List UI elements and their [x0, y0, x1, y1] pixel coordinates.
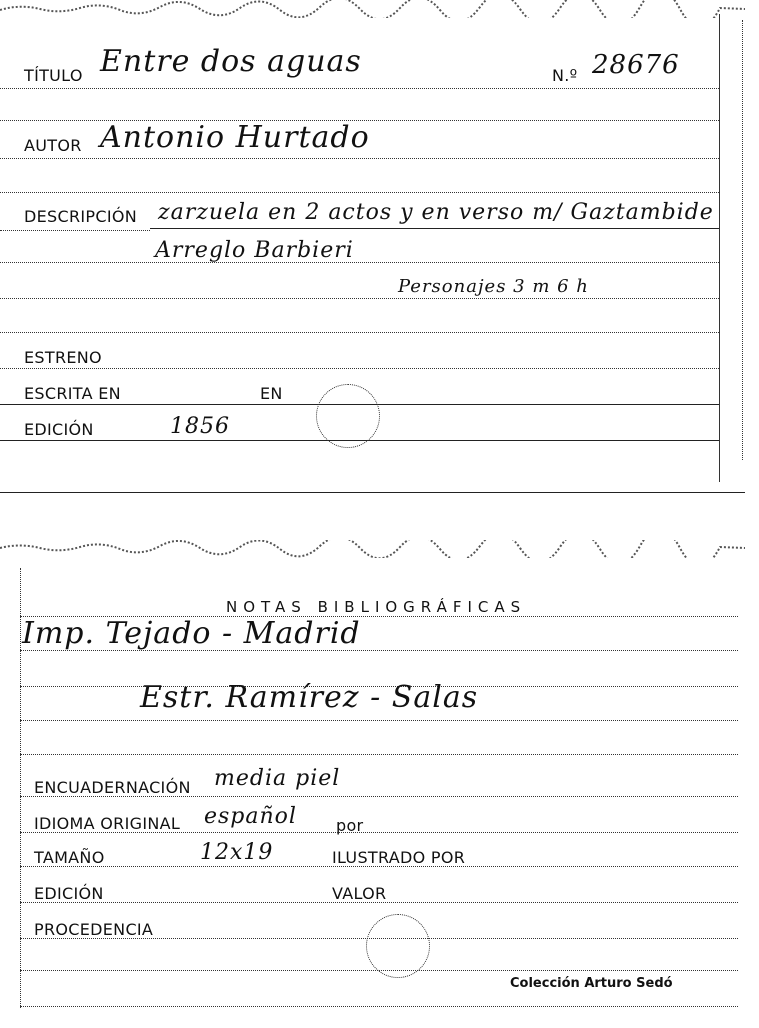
description-rule — [0, 230, 150, 231]
description-rule-2 — [0, 262, 719, 263]
note-rule-3 — [20, 720, 738, 721]
card-bottom-rule — [20, 1006, 738, 1007]
card-left-border — [20, 568, 21, 1008]
torn-top-edge — [0, 0, 745, 18]
note-line-2: Estr. Ramírez - Salas — [140, 680, 479, 715]
library-stamp — [366, 914, 430, 978]
author-value: Antonio Hurtado — [100, 120, 370, 155]
notes-heading: NOTAS BIBLIOGRÁFICAS — [226, 598, 527, 616]
binding-value: media piel — [214, 766, 341, 791]
number-label: N.º — [552, 66, 578, 85]
title-label: TÍTULO — [24, 66, 83, 85]
size-value: 12x19 — [200, 840, 274, 865]
description-line-2: Arreglo Barbieri — [155, 238, 354, 263]
title-value: Entre dos aguas — [100, 44, 362, 79]
edition-rule — [20, 902, 738, 903]
note-line-1: Imp. Tejado - Madrid — [22, 616, 361, 651]
author-label: AUTOR — [24, 136, 82, 155]
description-line-1: zarzuela en 2 actos y en verso m/ Gaztambide — [158, 200, 714, 225]
catalog-card-front — [0, 0, 759, 500]
number-value: 28676 — [592, 50, 680, 80]
original-language-value: español — [204, 804, 297, 829]
binding-rule — [20, 796, 738, 797]
original-language-label: IDIOMA ORIGINAL — [34, 814, 181, 833]
provenance-label: PROCEDENCIA — [34, 920, 154, 939]
written-in-label: ESCRITA EN — [24, 384, 121, 403]
author-rule — [0, 158, 719, 159]
card-outer-edge — [742, 20, 743, 460]
size-rule — [20, 866, 738, 867]
torn-top-edge — [0, 540, 745, 558]
blank-rule — [0, 332, 719, 333]
description-line-3: Personajes 3 m 6 h — [398, 276, 589, 297]
card-right-border — [719, 14, 720, 482]
size-label: TAMAÑO — [34, 848, 105, 867]
back-edition-label: EDICIÓN — [34, 884, 104, 903]
description-underline — [150, 228, 719, 229]
edition-label: EDICIÓN — [24, 420, 94, 439]
illustrated-by-label: ILUSTRADO POR — [332, 848, 466, 867]
value-label: VALOR — [332, 884, 387, 903]
edition-value: 1856 — [170, 414, 230, 439]
note-rule-1 — [20, 650, 738, 651]
premiere-label: ESTRENO — [24, 348, 102, 367]
description-label: DESCRIPCIÓN — [24, 207, 137, 226]
title-rule — [0, 88, 719, 89]
premiere-rule — [0, 368, 719, 369]
collection-label: Colección Arturo Sedó — [510, 976, 673, 991]
card-bottom-edge — [0, 492, 745, 493]
description-rule-3 — [0, 298, 719, 299]
catalog-card-back — [0, 540, 759, 1028]
blank-rule — [0, 192, 719, 193]
in-label: EN — [260, 384, 283, 403]
note-rule-4 — [20, 754, 738, 755]
original-language-rule — [20, 832, 738, 833]
by-label: por — [336, 816, 364, 835]
library-stamp — [316, 384, 380, 448]
binding-label: ENCUADERNACIÓN — [34, 778, 191, 797]
